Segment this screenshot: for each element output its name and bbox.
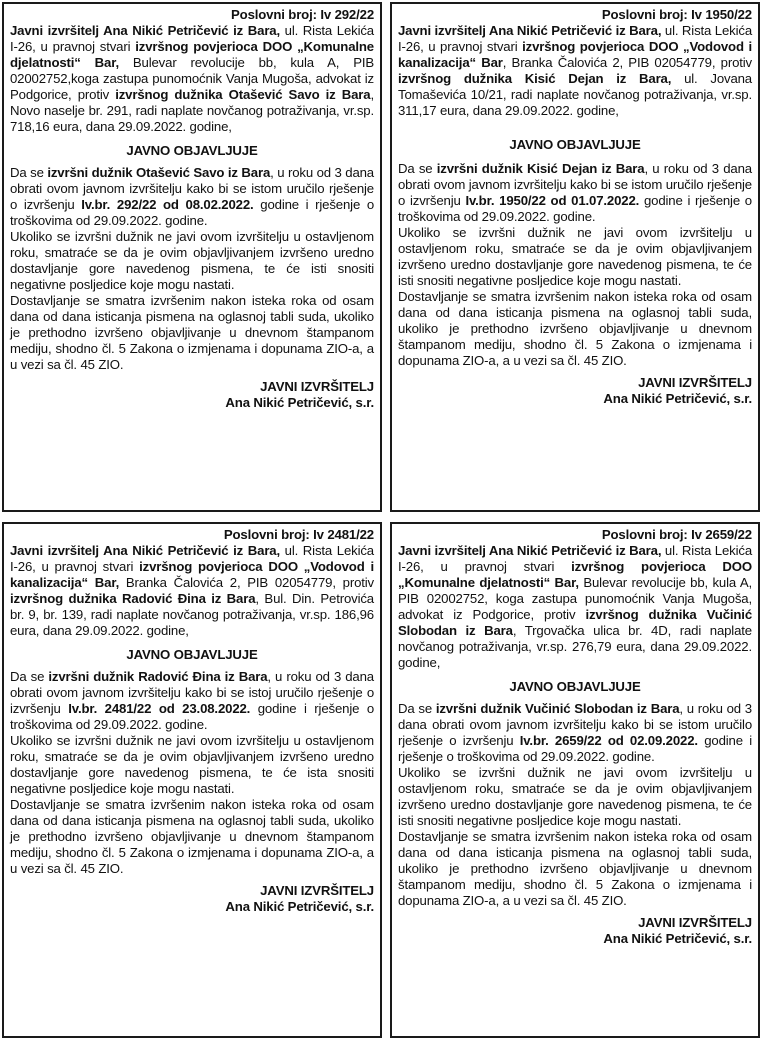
notice-heading: JAVNO OBJAVLJUJE: [126, 647, 258, 662]
enforcer-name: Javni izvršitelj Ana Nikić Petričević iz Bara,: [10, 23, 280, 38]
signature-title: JAVNI IZVRŠITELJ: [260, 883, 374, 898]
notice-iv-292-22: [2, 2, 382, 512]
notice-intro: Javni izvršitelj Ana Nikić Petričević iz Bara, ul. Rista Lekića I-26, u pravnoj stvari izvršnog povjerioca DOO „Komunalne djelatnosti“ Bar, Bulevar revolucije bb, kula A, PIB 02002752, koga zastupa punomoćnik Vanja Mugoša, advokat iz Podgorice, protiv izvršnog dužnika Vučinić Slobodan iz Bara, Trgovačka ulica br. 4D, radi naplate novčanog potraživanja, vr.sp. 276,79 eura, dana 29.09.2022. godine,: [398, 543, 753, 670]
decision-reference: Iv.br. 2481/22 od 23.08.2022.: [68, 701, 251, 716]
case-number: Poslovni broj: Iv 292/22: [231, 7, 374, 22]
signature: [10, 883, 374, 915]
notice-heading: JAVNO OBJAVLJUJE: [509, 137, 641, 152]
notice-iv-2659-22: [390, 522, 760, 1038]
case-number: Poslovni broj: Iv 2481/22: [223, 527, 374, 542]
creditor-name: izvršnog povjerioca DOO „Vodovod i kanalizacija“ Bar: [398, 39, 752, 70]
notice-body-delivery: Dostavljanje se smatra izvršenim nakon isteka roka od osam dana od dana isticanja pismena na oglasnoj tabli suda, ukoliko je prethodno izvršeno objavljivanje u dnevnom štampanom mediju, shodno čl. 5 Zakona o izmjenama i dopunama ZIO-a, a u vezi sa čl. 45 ZIO.: [10, 293, 374, 372]
debtor-name: izvršnog dužnika Radović Đina iz Bara: [10, 591, 256, 606]
notice-intro: Javni izvršitelj Ana Nikić Petričević iz Bara, ul. Rista Lekića I-26, u pravnoj stvari izvršnog povjerioca DOO „Vodovod i kanalizacija“ Bar, Branka Čalovića 2, PIB 02054779, protiv izvršnog dužnika Kisić Dejan iz Bara, ul. Jovana Tomaševića 10/21, radi naplate novčanog potraživanja, vr.sp. 311,17 eura, dana 29.09.2022. godine,: [398, 23, 752, 118]
signature-title: JAVNI IZVRŠITELJ: [638, 375, 752, 390]
enforcer-name: Javni izvršitelj Ana Nikić Petričević iz Bara,: [398, 543, 662, 558]
signature-name: Ana Nikić Petričević, s.r.: [603, 391, 752, 406]
notice-body-delivery: Dostavljanje se smatra izvršenim nakon isteka roka od osam dana od dana isticanja pismena na oglasnoj tabli suda, ukoliko je prethodno izvršeno objavljivanje u dnevnom štampanom mediju, shodno čl. 5 Zakona o izmjenama i dopunama ZIO-a, a u vezi sa čl. 45 ZIO.: [10, 797, 374, 876]
case-number: Poslovni broj: Iv 2659/22: [601, 527, 752, 542]
notice-body-summons: Da se izvršni dužnik Radović Đina iz Bara, u roku od 3 dana obrati ovom javnom izvršitelju kako bi se istoj uručilo rješenje o izvršenju Iv.br. 2481/22 od 23.08.2022. godine i rješenje o troškovima od 29.09.2022. godine.: [10, 669, 374, 732]
notice-body-summons: Da se izvršni dužnik Kisić Dejan iz Bara, u roku od 3 dana obrati ovom javnom izvršitelju kako bi se istom uručilo rješenje o izvršenju Iv.br. 1950/22 od 01.07.2022. godine i rješenje o troškovima od 29.09.2022. godine.: [398, 161, 752, 224]
notice-body-consequence: Ukoliko se izvršni dužnik ne javi ovom izvršitelju u ostavljenom roku, smatraće se da je ovim objavljivanjem izvršeno uredno dostavljanje gore navedenog pismena, te će isti snositi negativne posljedice koje mogu nastati.: [398, 765, 752, 828]
case-number: Poslovni broj: Iv 1950/22: [601, 7, 752, 22]
notice-heading: JAVNO OBJAVLJUJE: [126, 143, 258, 158]
signature-title: JAVNI IZVRŠITELJ: [260, 379, 374, 394]
creditor-name: izvršnog povjerioca DOO „Vodovod i kanalizacija“ Bar,: [10, 559, 374, 590]
notice-body-consequence: Ukoliko se izvršni dužnik ne javi ovom izvršitelju u ostavljenom roku, smatraće se da je ovim objavljivanjem izvršeno uredno dostavljanje gore navedenog pismena, te će ista snositi negativne posljedice koje mogu nastati.: [10, 733, 374, 796]
notice-body-delivery: Dostavljanje se smatra izvršenim nakon isteka roka od osam dana od dana isticanja pismena na oglasnoj tabli suda, ukoliko je prethodno izvršeno objavljivanje u dnevnom štampanom mediju, shodno čl. 5 Zakona o izmjenama i dopunama ZIO-a, a u vezi sa čl. 45 ZIO.: [398, 829, 752, 908]
signature: [398, 375, 752, 407]
notice-iv-2481-22: [2, 522, 382, 1038]
notice-intro: Javni izvršitelj Ana Nikić Petričević iz Bara, ul. Rista Lekića I-26, u pravnoj stvari izvršnog povjerioca DOO „Vodovod i kanalizacija“ Bar, Branka Čalovića 2, PIB 02054779, protiv izvršnog dužnika Radović Đina iz Bara, Bul. Din. Petrovića br. 9, br. 139, radi naplate novčanog potraživanja, vr.sp. 186,96 eura, dana 29.09.2022. godine,: [10, 543, 375, 638]
notice-body-summons: Da se izvršni dužnik Otašević Savo iz Bara, u roku od 3 dana obrati ovom javnom izvršitelju kako bi se istom uručilo rješenje o izvršenju Iv.br. 292/22 od 08.02.2022. godine i rješenje o troškovima od 29.09.2022. godine.: [10, 165, 375, 228]
notice-iv-1950-22: [390, 2, 760, 512]
creditor-name: izvršnog povjerioca DOO „Komunalne djelatnosti“ Bar,: [398, 559, 752, 590]
signature-name: Ana Nikić Petričević, s.r.: [603, 931, 752, 946]
debtor-name: izvršnog dužnika Kisić Dejan iz Bara,: [398, 71, 672, 86]
notice-intro: Javni izvršitelj Ana Nikić Petričević iz Bara, ul. Rista Lekića I-26, u pravnoj stvari izvršnog povjerioca DOO „Komunalne djelatnosti“ Bar, Bulevar revolucije bb, kula A, PIB 02002752,koga zastupa punomoćnik Vanja Mugoša, advokat iz Podgorice, protiv izvršnog dužnika Otašević Savo iz Bara, Novo naselje br. 291, radi naplate novčanog potraživanja, vr.sp. 718,16 eura, dana 29.09.2022. godine,: [10, 23, 375, 134]
notice-body-delivery: Dostavljanje se smatra izvršenim nakon isteka roka od osam dana od dana isticanja pismena na oglasnoj tabli suda, ukoliko je prethodno izvršeno objavljivanje u dnevnom štampanom mediju, shodno čl. 5 Zakona o izmjenama i dopunama ZIO-a, a u vezi sa čl. 45 ZIO.: [398, 289, 752, 368]
decision-reference: Iv.br. 2659/22 od 02.09.2022.: [519, 733, 698, 748]
debtor-name: izvršnog dužnika Vučinić Slobodan iz Bara: [398, 607, 753, 638]
notice-heading: JAVNO OBJAVLJUJE: [509, 679, 641, 694]
decision-reference: Iv.br. 1950/22 od 01.07.2022.: [465, 193, 640, 208]
creditor-name: izvršnog povjerioca DOO „Komunalne djelatnosti“ Bar,: [10, 39, 374, 70]
notice-body-summons: Da se izvršni dužnik Vučinić Slobodan iz Bara, u roku od 3 dana obrati ovom javnom izvršitelju kako bi se istom uručilo rješenje o izvršenju Iv.br. 2659/22 od 02.09.2022. godine i rješenje o troškovima od 29.09.2022. godine.: [398, 701, 752, 764]
signature: [398, 915, 752, 947]
debtor-name: izvršnog dužnika Otašević Savo iz Bara: [115, 87, 371, 102]
signature-name: Ana Nikić Petričević, s.r.: [225, 899, 374, 914]
notice-body-consequence: Ukoliko se izvršni dužnik ne javi ovom izvršitelju u ostavljenom roku, smatraće se da je ovim objavljivanjem izvršeno uredno dostavljanje gore navedenog pismena, te će isti snositi negativne posljedice koje mogu nastati.: [398, 225, 752, 288]
signature: [10, 379, 374, 411]
enforcer-name: Javni izvršitelj Ana Nikić Petričević iz Bara,: [398, 23, 662, 38]
enforcer-name: Javni izvršitelj Ana Nikić Petričević iz Bara,: [10, 543, 280, 558]
decision-reference: Iv.br. 292/22 od 08.02.2022.: [81, 197, 254, 212]
notice-body-consequence: Ukoliko se izvršni dužnik ne javi ovom izvršitelju u ostavljenom roku, smatraće se da je ovim objavljivanjem izvršeno uredno dostavljanje gore navedenog pismena, te će isti snositi negativne posljedice koje mogu nastati.: [10, 229, 374, 292]
signature-name: Ana Nikić Petričević, s.r.: [225, 395, 374, 410]
signature-title: JAVNI IZVRŠITELJ: [638, 915, 752, 930]
